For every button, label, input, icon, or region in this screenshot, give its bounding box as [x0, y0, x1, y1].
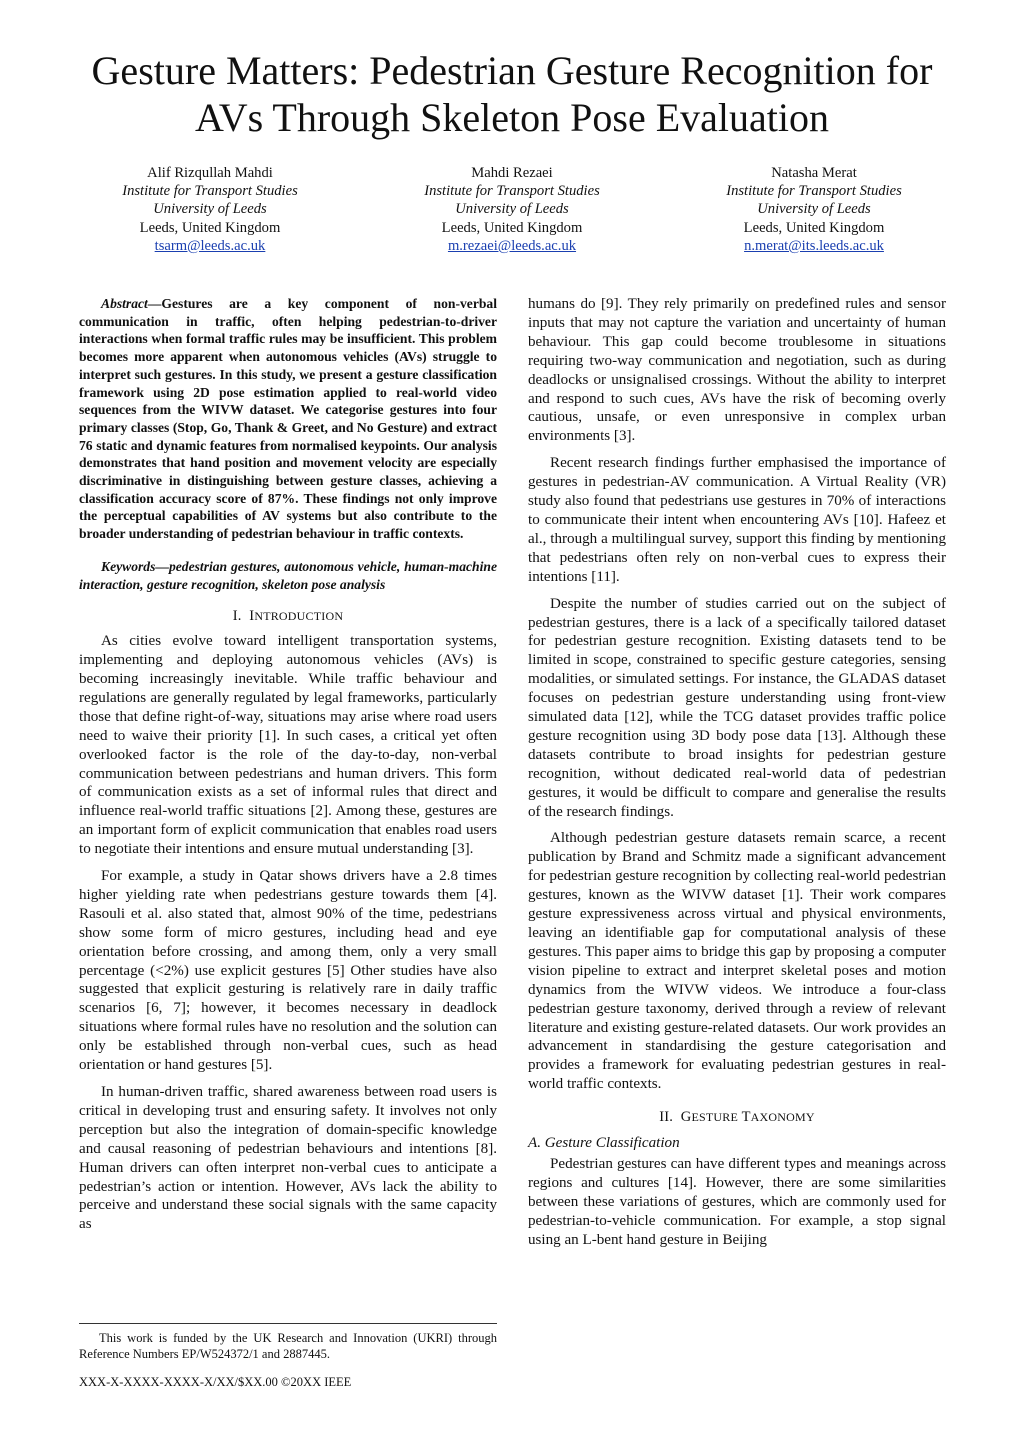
author-location: Leeds, United Kingdom [743, 219, 885, 236]
author-1 [60, 164, 360, 255]
author-2 [362, 164, 662, 255]
paragraph: Although pedestrian gesture datasets remain scarce, a recent publication by Brand and Schmitz made a significant advancement for pedestrian gesture recognition by collecting real-world pedestrian gestures, known as the WIVW dataset [1]. Their work compares gesture expressiveness across virtual and physical environments, leaving an identifiable gap for computational analysis of these gestures. This paper aims to bridge this gap by proposing a computer vision pipeline to extract and interpret skeletal poses and motion dynamics from the WIVW videos. We introduce a four-class pedestrian gesture taxonomy, derived through a review of relevant literature and existing gesture-related datasets. Our work provides an advancement in standardising the gesture categorisation and provides a framework for evaluating pedestrian gestures in real-world traffic contexts. [528, 830, 946, 1093]
paragraph: Pedestrian gestures can have different types and meanings across regions and cultures [14]. However, there are some similarities between these variations of gestures, which are commonly used for pedestrian-to-vehicle communication. For example, a stop signal using an L-bent hand gesture in Beijing [528, 1155, 946, 1248]
author-institute: Institute for Transport Studies [122, 183, 298, 200]
title-line-1: Gesture Matters: Pedestrian Gesture Recognition for [91, 48, 933, 93]
author-location: Leeds, United Kingdom [441, 219, 583, 236]
section-heading-gesture-taxonomy [528, 1108, 946, 1127]
keywords-label: Keywords— [101, 558, 169, 574]
section-title-axonomy: AXONOMY [750, 1110, 815, 1125]
paper-title [40, 47, 984, 141]
section-title-g: G [680, 1109, 692, 1126]
author-institute: Institute for Transport Studies [424, 183, 600, 200]
author-university: University of Leeds [455, 201, 569, 218]
author-name: Natasha Merat [771, 165, 857, 181]
paragraph: Despite the number of studies carried out on the subject of pedestrian gestures, there is a lack of a specifically tailored dataset for pedestrian gesture recognition. Existing datasets tend to be limited in scope, constrained to specific gesture categories, sensing modalities, or simulated settings. For instance, the GLADAS dataset focuses on pedestrian gesture understanding using front-view simulated data [12], while the TCG dataset provides traffic police gesture recognition using 3D body pose data [13]. Although these datasets contribute to broad insights for pedestrian gesture recognition, without dedicated real-world data of pedestrian gestures, it would be difficult to compare and generalise the results of the research findings. [528, 595, 946, 820]
section-title-esture: ESTURE [691, 1110, 739, 1125]
author-email-link[interactable]: m.rezaei@leeds.ac.uk [447, 237, 577, 254]
abstract [79, 295, 497, 543]
funding-note: This work is funded by the UK Research and Innovation (UKRI) through Reference Numbers EP/W524372/1 and 2887445. [79, 1331, 497, 1361]
subsection-heading: A. Gesture Classification [528, 1135, 680, 1152]
section-number: II. [659, 1109, 674, 1126]
paragraph: As cities evolve toward intelligent transportation systems, implementing and deploying autonomous vehicles (AVs) is becoming increasingly inevitable. While traffic behaviour and regulations are generally regulated by legal frameworks, particularly those that define right-of-way, situations may arise where road users need to waive their priority [1]. In such cases, a critical yet often overlooked factor is the role of the day-to-day, non-verbal communication between pedestrians and human drivers. This form of communication exists as a set of informal rules that direct and influence real-world traffic situations [2]. Among these, gestures are an important form of explicit communication that enables road users to negotiate their intentions and ensure mutual understanding [3]. [79, 633, 497, 858]
author-name: Mahdi Rezaei [471, 165, 553, 181]
footnote [79, 1330, 497, 1362]
author-university: University of Leeds [757, 201, 871, 218]
author-email-link[interactable]: tsarm@leeds.ac.uk [154, 237, 266, 254]
copyright-line: XXX-X-XXXX-XXXX-X/XX/$XX.00 ©20XX IEEE [79, 1375, 352, 1389]
author-institute: Institute for Transport Studies [726, 183, 902, 200]
author-name: Alif Rizqullah Mahdi [147, 165, 273, 181]
keywords-text: pedestrian gestures, autonomous vehicle, human-machine interaction, gesture recognition, skeleton pose analysis [79, 558, 497, 592]
section-heading-introduction [79, 607, 497, 626]
author-3 [664, 164, 964, 255]
author-email-link[interactable]: n.merat@its.leeds.ac.uk [744, 237, 884, 254]
paragraph: Recent research findings further emphasised the importance of gestures in pedestrian-AV communication. A Virtual Reality (VR) study also found that pedestrians use gestures in 70% of interactions to communicate their intent when encountering AVs [10]. Hafeez et al., through a multilingual survey, support this finding by mentioning that pedestrians often rely on non-verbal cues to express their intentions [11]. [528, 455, 946, 585]
paragraph: For example, a study in Qatar shows drivers have a 2.8 times higher yielding rate when pedestrians gesture towards them [4]. Rasouli et al. also stated that, almost 90% of the time, pedestrians show some form of micro gestures, including head and eye orientation before crossing, and among them, only a very small percentage (<2%) use explicit gestures [5] Other studies have also suggested that explicit gesturing is relatively rare in daily traffic scenarios [6, 7]; however, it becomes necessary in deadlock situations where formal rules have no resolution and the solution can only be established through non-verbal cues, such as head orientation or hand gestures [5]. [79, 868, 497, 1074]
section-title-t: T [741, 1109, 751, 1126]
abstract-label: Abstract— [101, 296, 162, 311]
keywords [79, 558, 497, 593]
right-column [528, 295, 946, 1250]
author-university: University of Leeds [153, 201, 267, 218]
section-number: I. [232, 608, 242, 625]
section-title-rest: NTRODUCTION [254, 609, 344, 624]
abstract-text: Gestures are a key component of non-verbal communication in traffic, often helping pedestrian-to-driver interactions when formal traffic rules may be insufficient. This problem becomes more apparent when autonomous vehicles (AVs) struggle to interpret such gestures. In this study, we present a gesture classification framework using 2D pose estimation applied to real-world video sequences from the WIVW dataset. We categorise gestures into four primary classes (Stop, Go, Thank & Greet, and No Gesture) and extract 76 static and dynamic features from normalised keypoints. Our analysis demonstrates that hand position and movement velocity are especially discriminative in distinguishing between gesture classes, achieving a classification accuracy score of 87%. These findings not only improve the perceptual capabilities of AV systems but also contribute to the broader understanding of pedestrian behaviour in traffic contexts. [79, 296, 497, 542]
author-location: Leeds, United Kingdom [139, 219, 281, 236]
paragraph: In human-driven traffic, shared awareness between road users is critical in developing trust and ensuring safety. It involves not only perception but also the integration of domain-specific knowledge and causal reasoning of pedestrian behaviours and intentions [8]. Human drivers can often interpret non-verbal cues to anticipate a pedestrian’s action or intention. However, AVs lack the ability to perceive and understand these social signals with the same capacity as [79, 1084, 497, 1233]
author-block [60, 164, 964, 255]
left-column [79, 295, 497, 1234]
paragraph-continued: humans do [9]. They rely primarily on predefined rules and sensor inputs that may not capture the variation and uncertainty of human behaviour. This gap could become troublesome in situations requiring two-way communication and negotiation, such as during deadlocks or unsignalised crossings. Without the ability to interpret and respond to such cues, AVs have the risk of becoming overly cautious, unsafe, or even unresponsive in complex urban environments [3]. [528, 296, 946, 445]
section-title-first: I [249, 608, 255, 625]
footnote-divider [79, 1323, 497, 1324]
title-line-2: AVs Through Skeleton Pose Evaluation [194, 95, 830, 140]
